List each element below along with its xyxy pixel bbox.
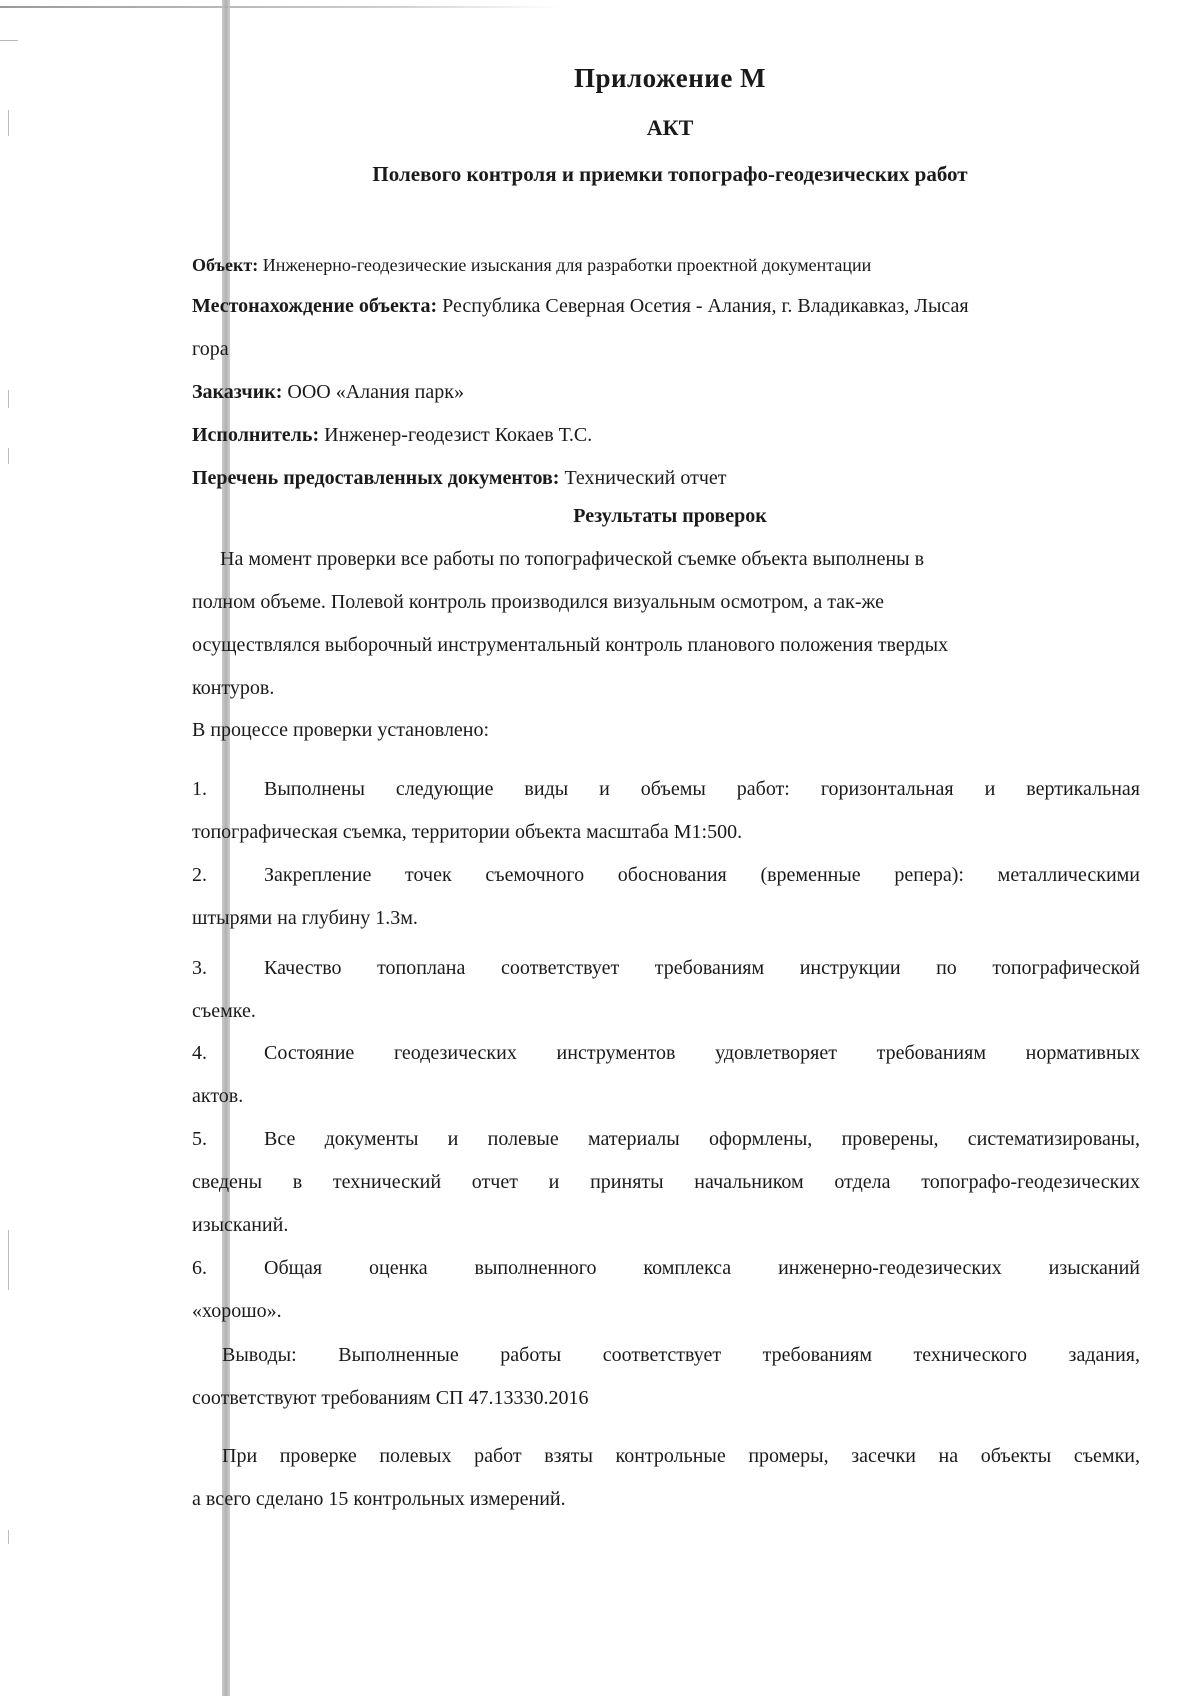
object-line <box>192 252 1140 278</box>
conclusion-line: соответствуют требованиям СП 47.13330.2016 <box>192 1387 589 1409</box>
list-item-text: Качество топоплана соответствует требованиям инструкции по топографической <box>264 957 1140 979</box>
object-label: Объект: <box>192 255 259 275</box>
appendix-title: Приложение М <box>573 63 767 93</box>
list-item-line: сведены в технический отчет и приняты начальником отдела топографо-геодезических <box>192 1171 1140 1193</box>
scan-artifact-line <box>0 6 560 8</box>
act-subtitle: Полевого контроля и приемки топографо-геодезических работ <box>372 162 968 186</box>
documents-line <box>192 465 1140 491</box>
scan-artifact-mark <box>0 40 18 41</box>
control-measurements-line: а всего сделано 15 контрольных измерений. <box>192 1488 566 1510</box>
object-value: Инженерно-геодезические изыскания для разработки проектной документации <box>258 255 872 275</box>
customer-value: ООО «Алания парк» <box>282 381 464 403</box>
act-title: АКТ <box>646 115 694 140</box>
established-line: В процессе проверки установлено: <box>192 719 490 741</box>
location-label: Местонахождение объекта: <box>192 295 438 317</box>
list-item-number: 5. <box>192 1128 207 1150</box>
conclusion-line: Выводы: Выполненные работы соответствует требованиям технического задания, <box>222 1344 1140 1366</box>
list-item-number: 4. <box>192 1042 207 1064</box>
list-item-text: Выполнены следующие виды и объемы работ: горизонтальная и вертикальная <box>264 778 1140 800</box>
documents-label: Перечень предоставленных документов: <box>192 467 560 489</box>
list-item-text: Состояние геодезических инструментов удовлетворяет требованиям нормативных <box>264 1042 1140 1064</box>
location-line <box>192 293 1140 319</box>
scan-artifact-tick <box>8 1230 9 1290</box>
list-item-line <box>192 776 1140 802</box>
executor-label: Исполнитель: <box>192 424 320 446</box>
intro-line: На момент проверки все работы по топографической съемке объекта выполнены в <box>220 548 925 570</box>
intro-line: контуров. <box>192 677 275 699</box>
list-item-number: 2. <box>192 864 207 886</box>
results-title: Результаты проверок <box>573 505 767 527</box>
intro-line: осуществлялся выборочный инструментальный контроль планового положения твердых <box>192 634 949 656</box>
customer-label: Заказчик: <box>192 381 283 403</box>
location-value: Республика Северная Осетия - Алания, г. Владикавказ, Лысая <box>437 295 969 317</box>
list-item-line: изысканий. <box>192 1214 289 1236</box>
scan-artifact-tick <box>8 448 9 464</box>
executor-value: Инженер-геодезист Кокаев Т.С. <box>319 424 593 446</box>
executor-line <box>192 422 1140 448</box>
control-measurements-line: При проверке полевых работ взяты контрольные промеры, засечки на объекты съемки, <box>222 1445 1140 1467</box>
list-item-text: Общая оценка выполненного комплекса инженерно-геодезических изысканий <box>264 1257 1140 1279</box>
list-item-line <box>192 955 1140 981</box>
list-item-text: Закрепление точек съемочного обоснования (временные репера): металлическими <box>264 864 1140 886</box>
documents-value: Технический отчет <box>559 467 727 489</box>
scan-artifact-tick <box>8 390 9 408</box>
list-item-number: 1. <box>192 778 207 800</box>
list-item-line <box>192 1040 1140 1066</box>
list-item-line: «хорошо». <box>192 1300 282 1322</box>
list-item-line: штырями на глубину 1.3м. <box>192 907 418 929</box>
customer-line <box>192 379 1140 405</box>
list-item-line <box>192 862 1140 888</box>
location-line-continued: гора <box>192 338 229 360</box>
list-item-number: 3. <box>192 957 207 979</box>
scan-artifact-tick <box>8 1530 9 1544</box>
list-item-line <box>192 1255 1140 1281</box>
intro-line: полном объеме. Полевой контроль производился визуальным осмотром, а так-же <box>192 591 884 613</box>
list-item-line: топографическая съемка, территории объекта масштаба М1:500. <box>192 821 743 843</box>
list-item-line <box>192 1126 1140 1152</box>
list-item-text: Все документы и полевые материалы оформлены, проверены, систематизированы, <box>264 1128 1140 1150</box>
list-item-line: актов. <box>192 1085 244 1107</box>
list-item-line: съемке. <box>192 1000 256 1022</box>
list-item-number: 6. <box>192 1257 207 1279</box>
